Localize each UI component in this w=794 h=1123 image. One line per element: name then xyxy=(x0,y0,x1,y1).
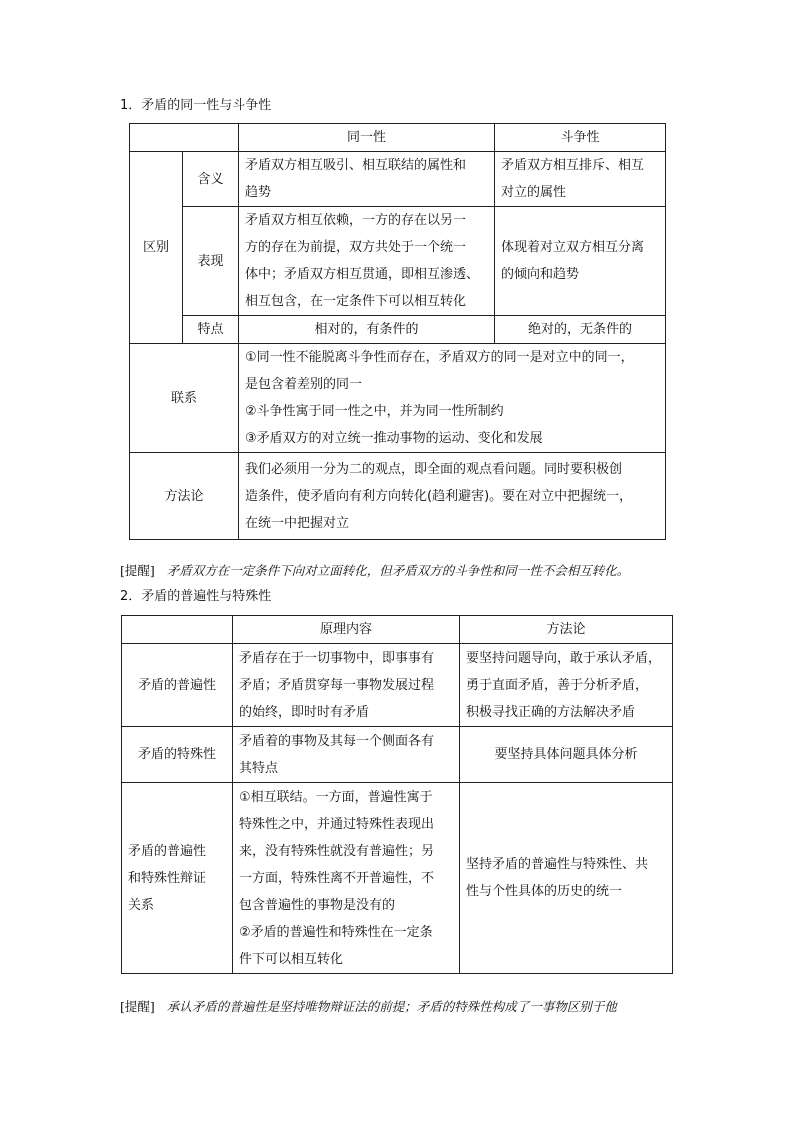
tip-text: 承认矛盾的普遍性是坚持唯物辩证法的前提；矛盾的特殊性构成了一事物区别于他 xyxy=(166,999,617,1014)
feature-struggle-cell: 绝对的，无条件的 xyxy=(495,316,666,344)
cell-line: 关系 xyxy=(128,897,155,913)
cell-line: 在统一中把握对立 xyxy=(245,515,350,531)
cell-line: 勇于直面矛盾，善于分析矛盾， xyxy=(466,677,649,693)
tip-tag: [提醒] xyxy=(120,563,155,578)
feature-label: 特点 xyxy=(183,316,239,344)
dialectic-label xyxy=(122,783,233,974)
section2-title: 2．矛盾的普遍性与特殊性 xyxy=(120,589,272,604)
cell-line: 矛盾双方相互排斥、相互 xyxy=(501,158,645,173)
struggle-header: 斗争性 xyxy=(495,124,666,152)
universality-label: 矛盾的普遍性 xyxy=(122,644,233,727)
table1-corner-cell xyxy=(130,124,239,152)
cell-line: 矛盾双方相互依赖，一方的存在以另一 xyxy=(245,213,467,228)
meaning-struggle-cell xyxy=(495,152,666,207)
cell-line: 特殊性之中，并通过特殊性表现出 xyxy=(239,816,435,832)
cell-line: 体中；矛盾双方相互贯通，即相互渗透、 xyxy=(245,267,480,282)
cell-line: ①相互联结。一方面，普遍性寓于 xyxy=(239,789,433,805)
identity-header: 同一性 xyxy=(239,124,495,152)
cell-line: 积极寻找正确的方法解决矛盾 xyxy=(466,704,636,720)
manifestation-identity-cell xyxy=(239,207,495,316)
meaning-identity-cell xyxy=(239,152,495,207)
universality-particularity-table xyxy=(121,615,673,974)
universality-principle-cell xyxy=(233,644,460,727)
section1-title: 1．矛盾的同一性与斗争性 xyxy=(120,98,272,113)
cell-line: 趋势 xyxy=(245,185,272,200)
cell-line: ①同一性不能脱离斗争性而存在，矛盾双方的同一是对立中的同一， xyxy=(245,350,634,365)
methodology-cell xyxy=(239,453,666,540)
dialectic-method-cell xyxy=(460,783,673,974)
cell-line: 对立的属性 xyxy=(501,185,567,200)
cell-line: 我们必须用一分为二的观点，即全面的观点看问题。同时要积极创 xyxy=(245,461,623,477)
universality-method-cell xyxy=(460,644,673,727)
meaning-label: 含义 xyxy=(183,152,239,207)
cell-line: 要坚持问题导向，敢于承认矛盾， xyxy=(466,650,662,666)
cell-line: 和特殊性辩证 xyxy=(128,870,207,886)
cell-line: 是包含着差别的同一 xyxy=(245,377,363,392)
particularity-label: 矛盾的特殊性 xyxy=(122,727,233,783)
cell-line: ③矛盾双方的对立统一推动事物的运动、变化和发展 xyxy=(245,431,543,446)
tip-tag: [提醒] xyxy=(120,999,155,1014)
tip-2 xyxy=(120,999,617,1015)
principle-header: 原理内容 xyxy=(233,616,460,644)
method-header: 方法论 xyxy=(460,616,673,644)
tip-1 xyxy=(120,563,629,579)
cell-line: 性与个性具体的历史的统一 xyxy=(466,884,623,899)
tip-text: 矛盾双方在一定条件下向对立面转化，但矛盾双方的斗争性和同一性不会相互转化。 xyxy=(166,563,630,578)
dialectic-principle-cell xyxy=(233,783,460,974)
methodology-label: 方法论 xyxy=(130,453,239,540)
manifestation-struggle-cell xyxy=(495,207,666,316)
cell-line: 件下可以相互转化 xyxy=(239,951,344,967)
particularity-method-cell: 要坚持具体问题具体分析 xyxy=(460,727,673,783)
connection-cell xyxy=(239,344,666,453)
cell-line: 相互包含，在一定条件下可以相互转化 xyxy=(245,294,467,309)
cell-line: 矛盾双方相互吸引、相互联结的属性和 xyxy=(245,158,467,173)
cell-line: ②斗争性寓于同一性之中，并为同一性所制约 xyxy=(245,404,504,419)
cell-line: 的始终，即时时有矛盾 xyxy=(239,704,370,720)
connection-label: 联系 xyxy=(130,344,239,453)
cell-line: 一方面，特殊性离不开普遍性，不 xyxy=(239,870,435,886)
cell-line: 矛盾；矛盾贯穿每一事物发展过程 xyxy=(239,677,435,693)
cell-line: 的倾向和趋势 xyxy=(501,267,580,282)
cell-line: 矛盾的普遍性 xyxy=(128,843,207,859)
distinction-label: 区别 xyxy=(130,152,183,344)
feature-identity-cell: 相对的，有条件的 xyxy=(239,316,495,344)
cell-line: 造条件，使矛盾向有利方向转化(趋利避害)。要在对立中把握统一， xyxy=(245,488,633,504)
cell-line: 方的存在为前提，双方共处于一个统一 xyxy=(245,240,467,255)
manifestation-label: 表现 xyxy=(183,207,239,316)
table2-corner-cell xyxy=(122,616,233,644)
cell-line: 来，没有特殊性就没有普遍性；另 xyxy=(239,843,435,859)
cell-line: 体现着对立双方相互分离 xyxy=(501,240,645,255)
cell-line: 矛盾着的事物及其每一个侧面各有 xyxy=(239,733,435,749)
identity-struggle-table xyxy=(129,123,666,540)
particularity-principle-cell xyxy=(233,727,460,783)
cell-line: 包含普遍性的事物是没有的 xyxy=(239,897,396,913)
cell-line: 坚持矛盾的普遍性与特殊性、共 xyxy=(466,857,649,872)
cell-line: 矛盾存在于一切事物中，即事事有 xyxy=(239,650,435,666)
cell-line: 其特点 xyxy=(239,760,279,776)
cell-line: ②矛盾的普遍性和特殊性在一定条 xyxy=(239,924,433,940)
